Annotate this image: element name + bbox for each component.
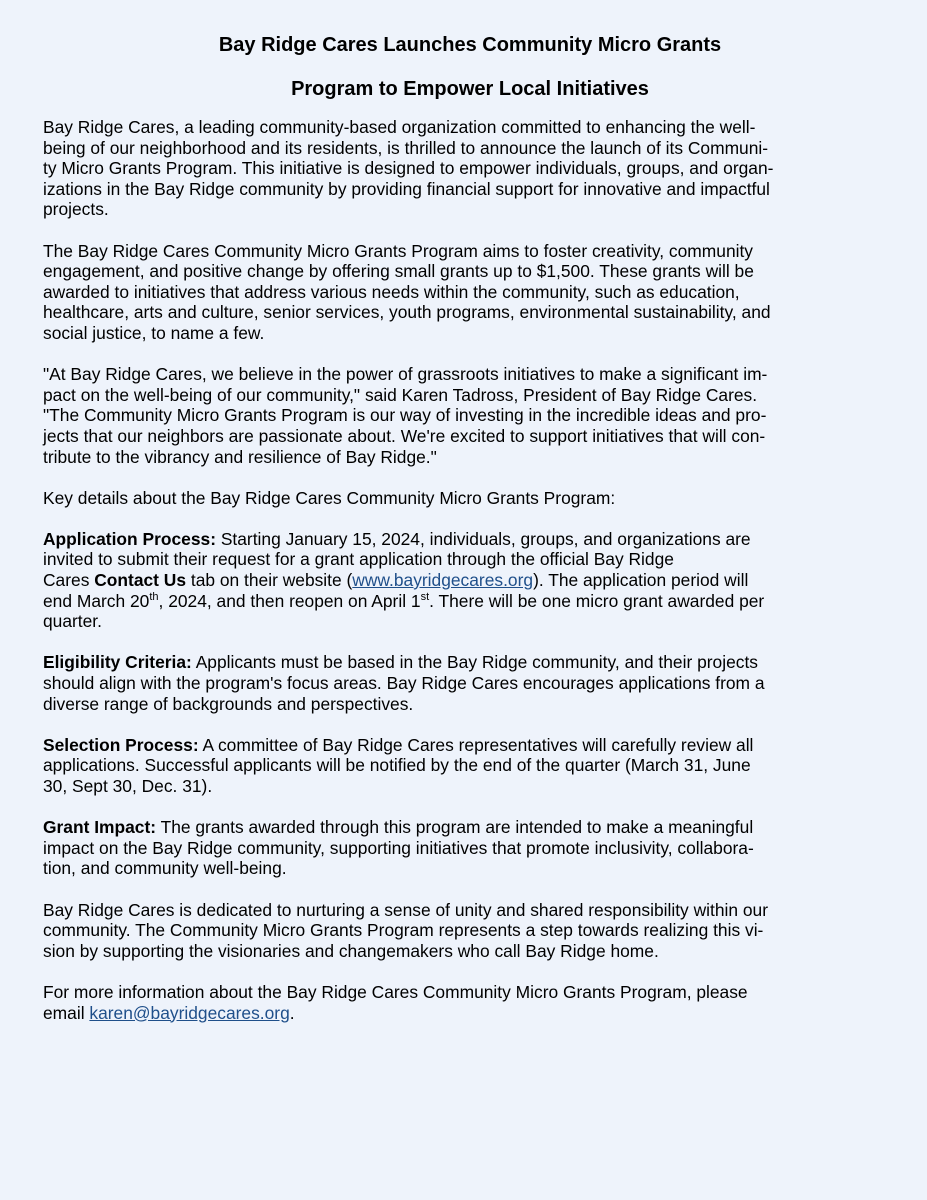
eligibility-criteria-section	[43, 652, 897, 714]
grant-impact-section	[43, 817, 897, 879]
text-segment: end March 20	[43, 590, 150, 611]
text-line	[43, 529, 897, 550]
text-line: Bay Ridge Cares is dedicated to nurturing a sense of unity and shared responsibility within our	[43, 899, 769, 920]
text-line: community. The Community Micro Grants Program represents a step towards realizing this vi-	[43, 920, 764, 941]
text-line	[43, 1003, 897, 1024]
text-line: pact on the well-being of our community," said Karen Tadross, President of Bay Ridge Cares.	[43, 384, 758, 405]
text-line: healthcare, arts and culture, senior services, youth programs, environmental sustainability, and	[43, 302, 771, 323]
quote-paragraph	[43, 364, 897, 467]
text-line: 30, Sept 30, Dec. 31).	[43, 776, 213, 796]
text-segment: ). The application period will	[533, 570, 749, 591]
program-aims-paragraph	[43, 241, 897, 344]
application-process-label: Application Process:	[43, 528, 216, 549]
email-link[interactable]: karen@bayridgecares.org	[89, 1002, 290, 1023]
text-line: izations in the Bay Ridge community by providing financial support for innovative and impactful	[43, 178, 770, 199]
text-line: should align with the program's focus areas. Bay Ridge Cares encourages applications from a	[43, 673, 765, 694]
text-line: projects.	[43, 199, 109, 220]
ordinal-suffix: st	[420, 590, 430, 603]
application-process-section	[43, 529, 897, 632]
text-line	[43, 570, 897, 591]
text-segment: The grants awarded through this program are intended to make a meaningful	[156, 817, 754, 838]
text-line: impact on the Bay Ridge community, supporting initiatives that promote inclusivity, collabora-	[43, 837, 754, 858]
text-line: For more information about the Bay Ridge Cares Community Micro Grants Program, please	[43, 981, 748, 1002]
selection-process-label: Selection Process:	[43, 734, 199, 755]
headline-line-1: Bay Ridge Cares Launches Community Micro Grants	[218, 34, 722, 56]
grant-impact-label: Grant Impact:	[43, 817, 157, 838]
text-line: being of our neighborhood and its residents, is thrilled to announce the launch of its Communi-	[43, 137, 769, 158]
text-line: invited to submit their request for a grant application through the official Bay Ridge	[43, 549, 674, 570]
text-line	[43, 591, 897, 612]
text-line: tribute to the vibrancy and resilience of Bay Ridge."	[43, 446, 437, 467]
text-segment: email	[43, 1002, 90, 1023]
text-segment: .	[289, 1002, 295, 1023]
text-segment: , 2024, and then reopen on April 1	[158, 590, 421, 611]
text-line: Key details about the Bay Ridge Cares Community Micro Grants Program:	[43, 487, 616, 508]
text-segment: Applicants must be based in the Bay Ridge community, and their projects	[191, 652, 758, 673]
text-segment: A committee of Bay Ridge Cares representatives will carefully review all	[198, 734, 754, 755]
text-line: quarter.	[43, 611, 102, 632]
text-segment: Cares	[43, 570, 95, 591]
closing-paragraph	[43, 900, 897, 962]
text-line	[43, 735, 897, 756]
text-line	[43, 817, 897, 838]
ordinal-suffix: th	[149, 590, 159, 603]
text-line: tion, and community well-being.	[43, 858, 287, 879]
text-line: ty Micro Grants Program. This initiative is designed to empower individuals, groups, and organ-	[43, 158, 774, 179]
text-segment: . There will be one micro grant awarded per	[429, 590, 765, 611]
text-line: diverse range of backgrounds and perspectives.	[43, 693, 414, 714]
contact-paragraph	[43, 982, 897, 1023]
intro-paragraph	[43, 117, 897, 220]
text-line: "At Bay Ridge Cares, we believe in the power of grassroots initiatives to make a significant im-	[43, 364, 768, 385]
headline-line-2: Program to Empower Local Initiatives	[291, 78, 649, 100]
text-line: The Bay Ridge Cares Community Micro Grants Program aims to foster creativity, community	[43, 240, 754, 261]
contact-us-label: Contact Us	[94, 570, 187, 591]
eligibility-criteria-label: Eligibility Criteria:	[43, 652, 192, 673]
key-details-intro	[43, 488, 897, 509]
text-line: engagement, and positive change by offering small grants up to $1,500. These grants will be	[43, 261, 754, 282]
text-line: jects that our neighbors are passionate about. We're excited to support initiatives that will con-	[43, 425, 766, 446]
website-link[interactable]: www.bayridgecares.org	[352, 570, 534, 591]
text-line: social justice, to name a few.	[43, 322, 265, 343]
selection-process-section	[43, 735, 897, 797]
text-segment: Starting January 15, 2024, individuals, groups, and organizations are	[215, 528, 751, 549]
text-line: awarded to initiatives that address various needs within the community, such as education,	[43, 281, 740, 302]
text-line: Bay Ridge Cares, a leading community-based organization committed to enhancing the well-	[43, 117, 756, 137]
text-line: applications. Successful applicants will be notified by the end of the quarter (March 31, June	[43, 755, 751, 776]
text-line	[43, 652, 897, 673]
text-segment: tab on their website (	[186, 570, 353, 591]
text-line: sion by supporting the visionaries and changemakers who call Bay Ridge home.	[43, 940, 659, 961]
text-line: "The Community Micro Grants Program is our way of investing in the incredible ideas and pro-	[43, 405, 767, 426]
